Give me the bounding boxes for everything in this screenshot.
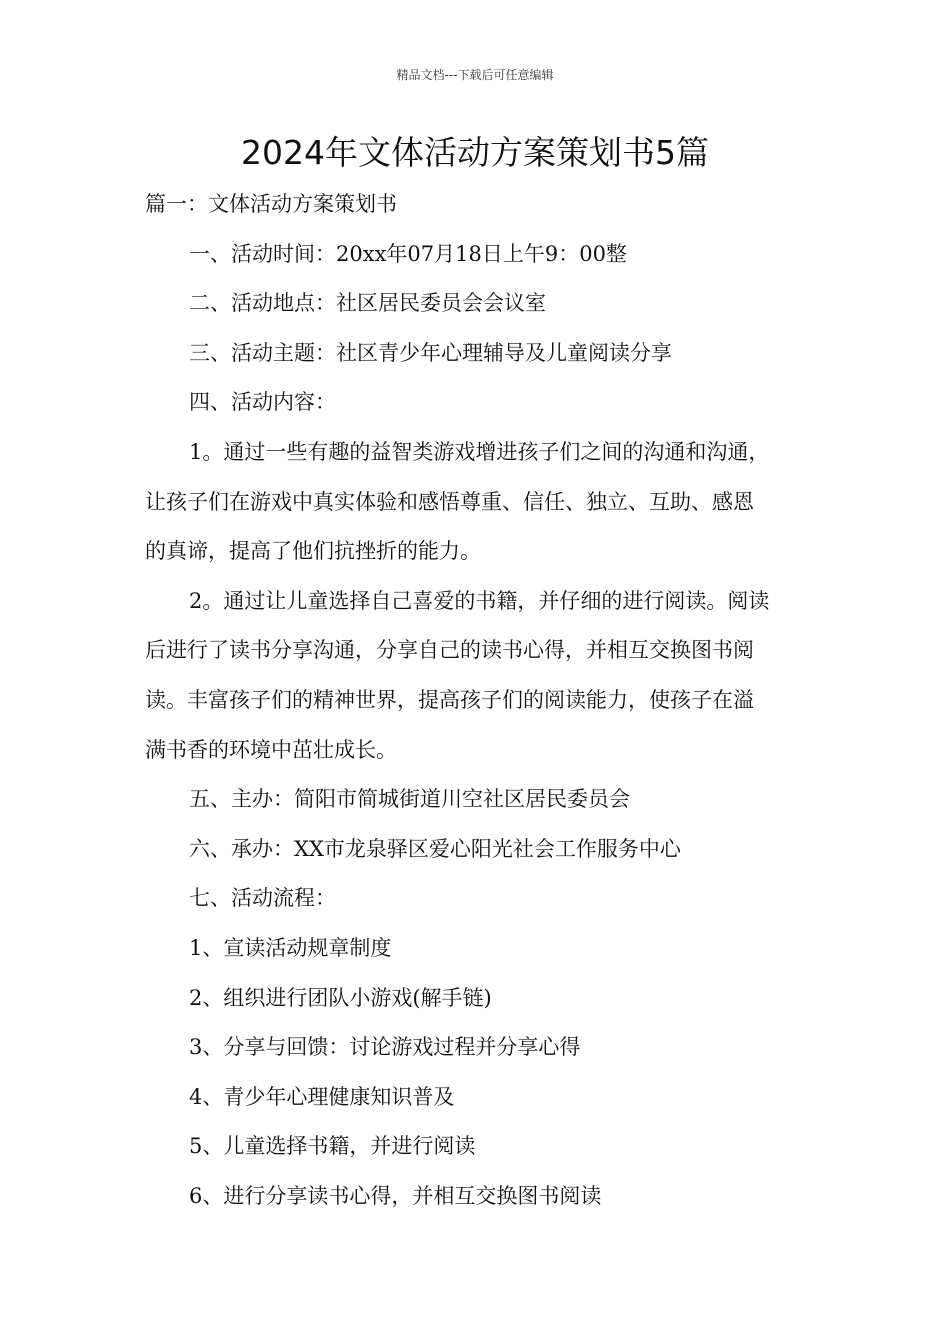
document-body (145, 180, 810, 1221)
paragraph-line: 四、活动内容： (189, 390, 336, 415)
paragraph-line: 的真谛，提高了他们抗挫折的能力。 (145, 539, 481, 564)
document-title: 2024年文体活动方案策划书5篇 (241, 133, 709, 172)
paragraph-line: 读。丰富孩子们的精神世界，提高孩子们的阅读能力，使孩子在溢 (145, 687, 754, 712)
list-item: 5、儿童选择书籍，并进行阅读 (189, 1134, 476, 1159)
list-item: 3、分享与回馈：讨论游戏过程并分享心得 (189, 1035, 581, 1060)
paragraph-line: 六、承办：XX市龙泉驿区爱心阳光社会工作服务中心 (189, 836, 681, 861)
paragraph-line: 让孩子们在游戏中真实体验和感悟尊重、信任、独立、互助、感恩 (145, 489, 754, 514)
paragraph-line: 二、活动地点：社区居民委员会会议室 (189, 291, 546, 316)
paragraph-line: 后进行了读书分享沟通，分享自己的读书心得，并相互交换图书阅 (145, 638, 754, 663)
section-heading: 篇一：文体活动方案策划书 (145, 192, 397, 216)
list-item: 2、组织进行团队小游戏(解手链) (189, 985, 492, 1010)
paragraph-line: 2。通过让儿童选择自己喜爱的书籍，并仔细的进行阅读。阅读 (189, 588, 770, 613)
paragraph-line: 三、活动主题：社区青少年心理辅导及儿童阅读分享 (189, 340, 672, 365)
paragraph-line: 满书香的环境中茁壮成长。 (145, 737, 397, 762)
list-item: 6、进行分享读书心得，并相互交换图书阅读 (189, 1183, 602, 1208)
paragraph-line: 七、活动流程： (189, 886, 336, 911)
paragraph-line: 1。通过一些有趣的益智类游戏增进孩子们之间的沟通和沟通， (189, 439, 770, 464)
paragraph-line: 一、活动时间：20xx年07月18日上午9：00整 (189, 241, 627, 266)
list-item: 4、青少年心理健康知识普及 (189, 1084, 455, 1109)
paragraph-line: 五、主办：简阳市简城街道川空社区居民委员会 (189, 787, 630, 812)
header-note: 精品文档---下载后可任意编辑 (396, 68, 554, 82)
list-item: 1、宣读活动规章制度 (189, 935, 392, 960)
